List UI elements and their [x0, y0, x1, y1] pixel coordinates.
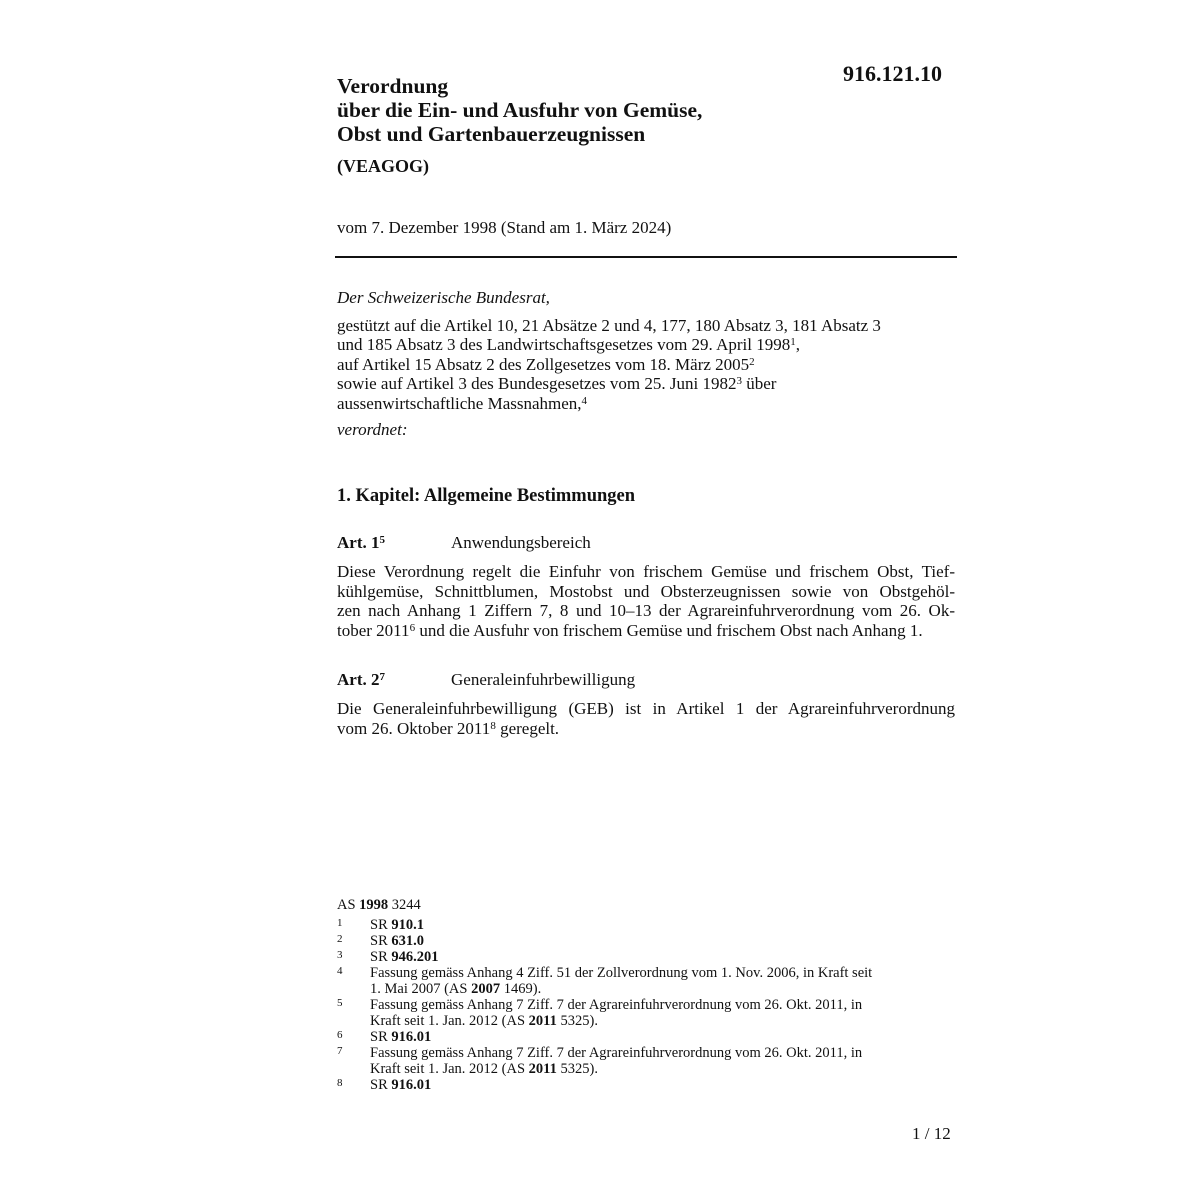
footnote-text: Fassung gemäss Anhang 7 Ziff. 7 der Agrareinfuhrverordnung vom 26. Okt. 2011, in [370, 997, 863, 1013]
footnote-number: 4 [337, 965, 343, 977]
footnote-number: 7 [337, 1045, 343, 1057]
preamble-line [337, 335, 957, 355]
footnote [337, 997, 957, 1029]
date-line: vom 7. Dezember 1998 (Stand am 1. März 2024) [337, 218, 672, 237]
footnote-ref[interactable]: 3 [736, 375, 742, 388]
footnote-ref[interactable]: 6 [409, 621, 416, 634]
article-number [337, 532, 451, 554]
footnote-text [370, 981, 957, 997]
footnote-text [370, 933, 957, 949]
preamble-line [337, 316, 957, 336]
preamble-ordains: verordnet: [337, 420, 408, 439]
article-line: Diese Verordnung regelt die Einfuhr von frischem Gemüse und frischem Obst, Tief- [337, 562, 955, 581]
as-prefix: AS [337, 897, 360, 913]
footnote-ref[interactable]: 8 [490, 719, 496, 732]
footnotes [337, 897, 957, 1093]
footnote [337, 1029, 957, 1045]
article-title: Anwendungsbereich [451, 533, 591, 552]
sr-number: 916.121.10 [843, 61, 942, 86]
footnote-number: 3 [337, 949, 343, 961]
title-divider [335, 256, 957, 258]
footnote-ref-number: 2011 [528, 1061, 557, 1077]
footnote-number: 5 [337, 997, 343, 1009]
footnote-text [370, 1029, 957, 1045]
article-line: kühlgemüse, Schnittblumen, Mostobst und Obsterzeugnissen sowie von Obstgehöl- [337, 581, 955, 601]
article-body [337, 699, 955, 738]
article-body [337, 562, 955, 640]
footnote-text-part: Kraft seit 1. Jan. 2012 (AS [370, 1013, 529, 1029]
page-number: 1 / 12 [912, 1124, 951, 1143]
footnote-text: Fassung gemäss Anhang 4 Ziff. 51 der Zollverordnung vom 1. Nov. 2006, in Kraft seit [370, 965, 873, 981]
title-line: Obst und Gartenbauerzeugnissen [337, 122, 646, 146]
footnote-text-part: SR [370, 1029, 392, 1045]
preamble-issuer: Der Schweizerische Bundesrat, [337, 288, 550, 307]
article-line: Die Generaleinfuhrbewilligung (GEB) ist in Artikel 1 der Agrareinfuhrverordnung [337, 699, 955, 718]
footnote-text-part: SR [370, 949, 392, 965]
article-line [337, 719, 955, 739]
article-line [337, 621, 955, 641]
footnote-text-part: 5325). [556, 1061, 598, 1077]
official-collection-ref [337, 897, 957, 913]
footnote-ref[interactable]: 5 [379, 534, 385, 547]
footnote-text: Fassung gemäss Anhang 7 Ziff. 7 der Agrareinfuhrverordnung vom 26. Okt. 2011, in [370, 1045, 863, 1061]
footnote [337, 949, 957, 965]
article-number-text: Art. 1 [337, 533, 380, 552]
footnote-ref-number: 2011 [528, 1013, 557, 1029]
footnote-ref[interactable]: 4 [581, 394, 588, 407]
as-year: 1998 [359, 897, 389, 913]
document-abbreviation: (VEAGOG) [337, 156, 429, 176]
article-line-text: tober 2011 [337, 620, 410, 640]
footnote-ref-number: 946.201 [391, 949, 439, 965]
footnote-ref-number: 916.01 [391, 1077, 432, 1093]
footnote-ref-number: 631.0 [391, 933, 424, 949]
preamble [337, 288, 957, 440]
chapter-heading: 1. Kapitel: Allgemeine Bestimmungen [337, 486, 636, 506]
footnote-text-part: Kraft seit 1. Jan. 2012 (AS [370, 1061, 529, 1077]
preamble-line [337, 394, 957, 414]
as-page: 3244 [388, 897, 421, 913]
preamble-line [337, 374, 957, 394]
article-number [337, 669, 451, 691]
footnote-text [370, 1077, 957, 1093]
footnote-text [370, 917, 957, 933]
article-line-text: vom 26. Oktober 2011 [337, 718, 491, 738]
preamble-line-text: aussenwirtschaftliche Massnahmen, [337, 393, 582, 413]
footnote-text-part: 5325). [556, 1013, 598, 1029]
footnote-ref[interactable]: 7 [379, 671, 385, 684]
footnote-number: 8 [337, 1077, 343, 1089]
footnote-number: 1 [337, 917, 343, 929]
footnote [337, 1077, 957, 1093]
footnote-text-part: 1469). [500, 981, 542, 997]
footnote-number: 2 [337, 933, 343, 945]
footnote-text [370, 1013, 957, 1029]
footnote-ref-number: 910.1 [391, 917, 424, 933]
footnote-text-part: 1. Mai 2007 (AS [370, 981, 472, 997]
footnote-ref-number: 2007 [471, 981, 501, 997]
article-heading [337, 532, 591, 554]
footnote [337, 917, 957, 933]
preamble-line-text: gestützt auf die Artikel 10, 21 Absätze 2 und 4, 177, 180 Absatz 3, 181 Absatz 3 [337, 315, 881, 335]
article-line-text: geregelt. [495, 718, 560, 738]
footnote [337, 1045, 957, 1077]
preamble-line-text: sowie auf Artikel 3 des Bundesgesetzes vom 25. Juni 1982 [337, 374, 737, 393]
article-number-text: Art. 2 [337, 670, 380, 689]
title-line: über die Ein- und Ausfuhr von Gemüse, [337, 98, 703, 122]
footnote-number: 6 [337, 1029, 343, 1041]
footnote [337, 933, 957, 949]
footnote-text-part: SR [370, 917, 392, 933]
article-line: zen nach Anhang 1 Ziffern 7, 8 und 10–13 der Agrareinfuhrverordnung vom 26. Ok- [337, 601, 955, 620]
footnote-ref[interactable]: 2 [749, 355, 755, 368]
title-line: Verordnung [337, 74, 449, 98]
footnote-text [370, 1061, 957, 1077]
footnote-ref[interactable]: 1 [790, 336, 796, 349]
article-heading [337, 669, 635, 691]
footnote-text-part: SR [370, 1077, 392, 1093]
preamble-line-text: und 185 Absatz 3 des Landwirtschaftsgesetzes vom 29. April 1998 [337, 335, 791, 354]
article-line-text: und die Ausfuhr von frischem Gemüse und frischem Obst nach Anhang 1. [415, 620, 923, 640]
preamble-line-text: , [795, 335, 801, 354]
preamble-line-text: über [741, 374, 777, 393]
footnote-ref-number: 916.01 [391, 1029, 432, 1045]
article-title: Generaleinfuhrbewilligung [451, 670, 636, 689]
preamble-line [337, 355, 957, 375]
preamble-line-text: auf Artikel 15 Absatz 2 des Zollgesetzes vom 18. März 2005 [337, 354, 750, 374]
footnote-text-part: SR [370, 933, 392, 949]
footnote-text [370, 949, 957, 965]
document-title [337, 74, 897, 146]
footnote [337, 965, 957, 997]
